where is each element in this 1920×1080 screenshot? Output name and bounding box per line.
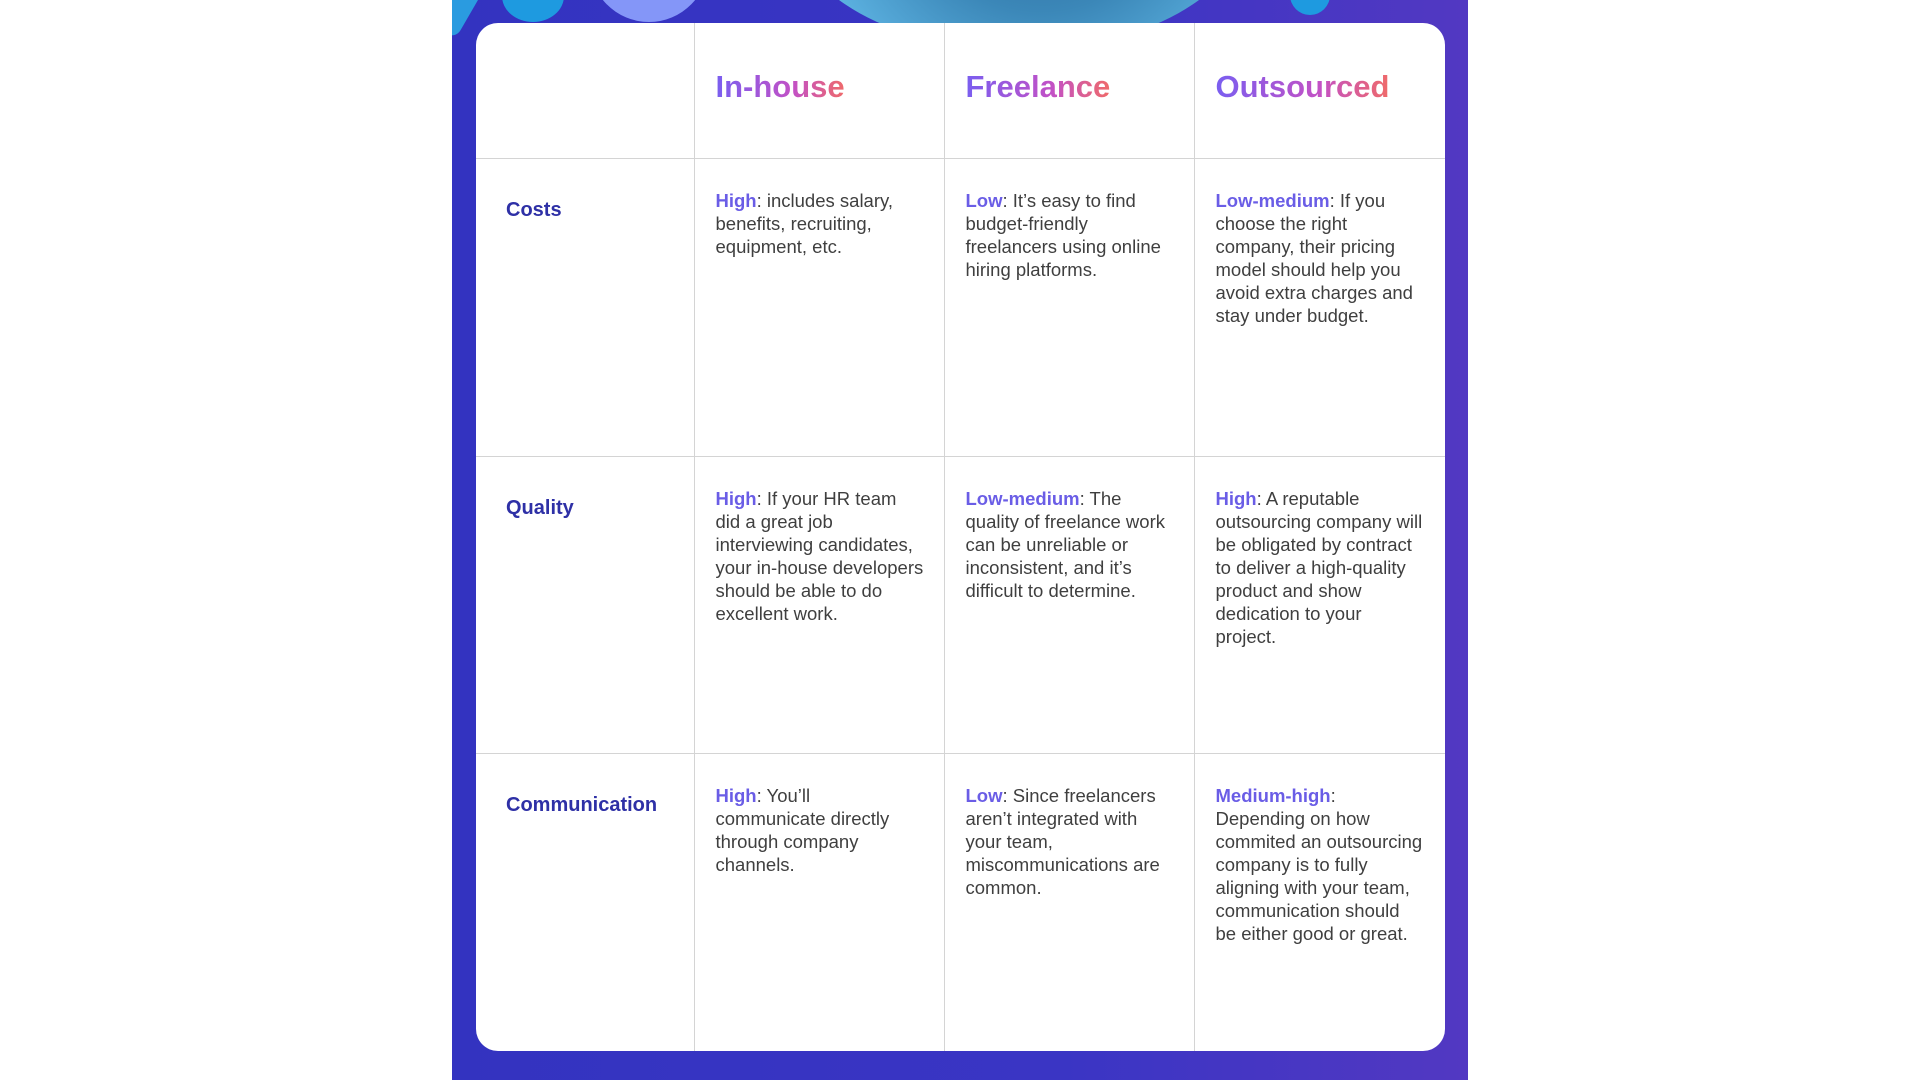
cell-text: : If your HR team did a great job interviewing candidates, your in-house developers should be able to do excellent work.: [715, 487, 924, 624]
table-cell: [694, 158, 944, 456]
comparison-table-card: [476, 23, 1445, 1051]
level-label: Low: [965, 189, 1003, 211]
cell-text: : It’s easy to find budget-friendly freelancers using online hiring platforms.: [965, 189, 1161, 280]
cell-text: : A reputable outsourcing company will be obligated by contract to deliver a high-quality product and show dedication to your project.: [1215, 487, 1423, 647]
cell-text: : Since freelancers aren’t integrated with your team, miscommunications are common.: [965, 784, 1160, 898]
cell-text: : You’ll communicate directly through company channels.: [715, 784, 890, 875]
table-cell: [694, 753, 944, 1051]
table-row-costs: [476, 158, 1445, 456]
table-row-quality: [476, 456, 1445, 753]
column-header-freelance: [944, 23, 1194, 158]
cell-text: : Depending on how commited an outsourcing company is to fully aligning with your team, communication should be either good or great.: [1215, 784, 1423, 944]
decorative-circle: [589, 0, 709, 22]
level-label: Low-medium: [1215, 189, 1330, 211]
column-header-outsourced: [1194, 23, 1445, 158]
header-row: [476, 23, 1445, 158]
decorative-shape: [1290, 0, 1330, 15]
table-cell: [944, 158, 1194, 456]
table-cell: [1194, 158, 1445, 456]
level-label: High: [715, 784, 757, 806]
level-label: Low: [965, 784, 1003, 806]
table-cell: [1194, 753, 1445, 1051]
table-cell: [1194, 456, 1445, 753]
cell-text: : If you choose the right company, their pricing model should help you avoid extra charges and stay under budget.: [1215, 189, 1413, 326]
table-row-communication: [476, 753, 1445, 1051]
table-cell: [944, 456, 1194, 753]
table-cell: [944, 753, 1194, 1051]
level-label: High: [1215, 487, 1257, 509]
level-label: Medium-high: [1215, 784, 1331, 806]
decorative-circle: [502, 0, 564, 22]
cell-text: : The quality of freelance work can be unreliable or inconsistent, and it’s difficult to determine.: [965, 487, 1165, 601]
column-title: Freelance: [965, 69, 1111, 105]
column-title: In-house: [715, 69, 845, 105]
table-cell: [694, 456, 944, 753]
empty-header-cell: [476, 23, 694, 158]
row-label: Quality: [476, 456, 694, 753]
row-label: Costs: [476, 158, 694, 456]
row-label: Communication: [476, 753, 694, 1051]
level-label: High: [715, 189, 757, 211]
cell-text: : includes salary, benefits, recruiting, equipment, etc.: [715, 189, 894, 257]
level-label: High: [715, 487, 757, 509]
level-label: Low-medium: [965, 487, 1080, 509]
column-title: Outsourced: [1215, 69, 1390, 105]
comparison-table: [476, 23, 1445, 1051]
column-header-in-house: [694, 23, 944, 158]
